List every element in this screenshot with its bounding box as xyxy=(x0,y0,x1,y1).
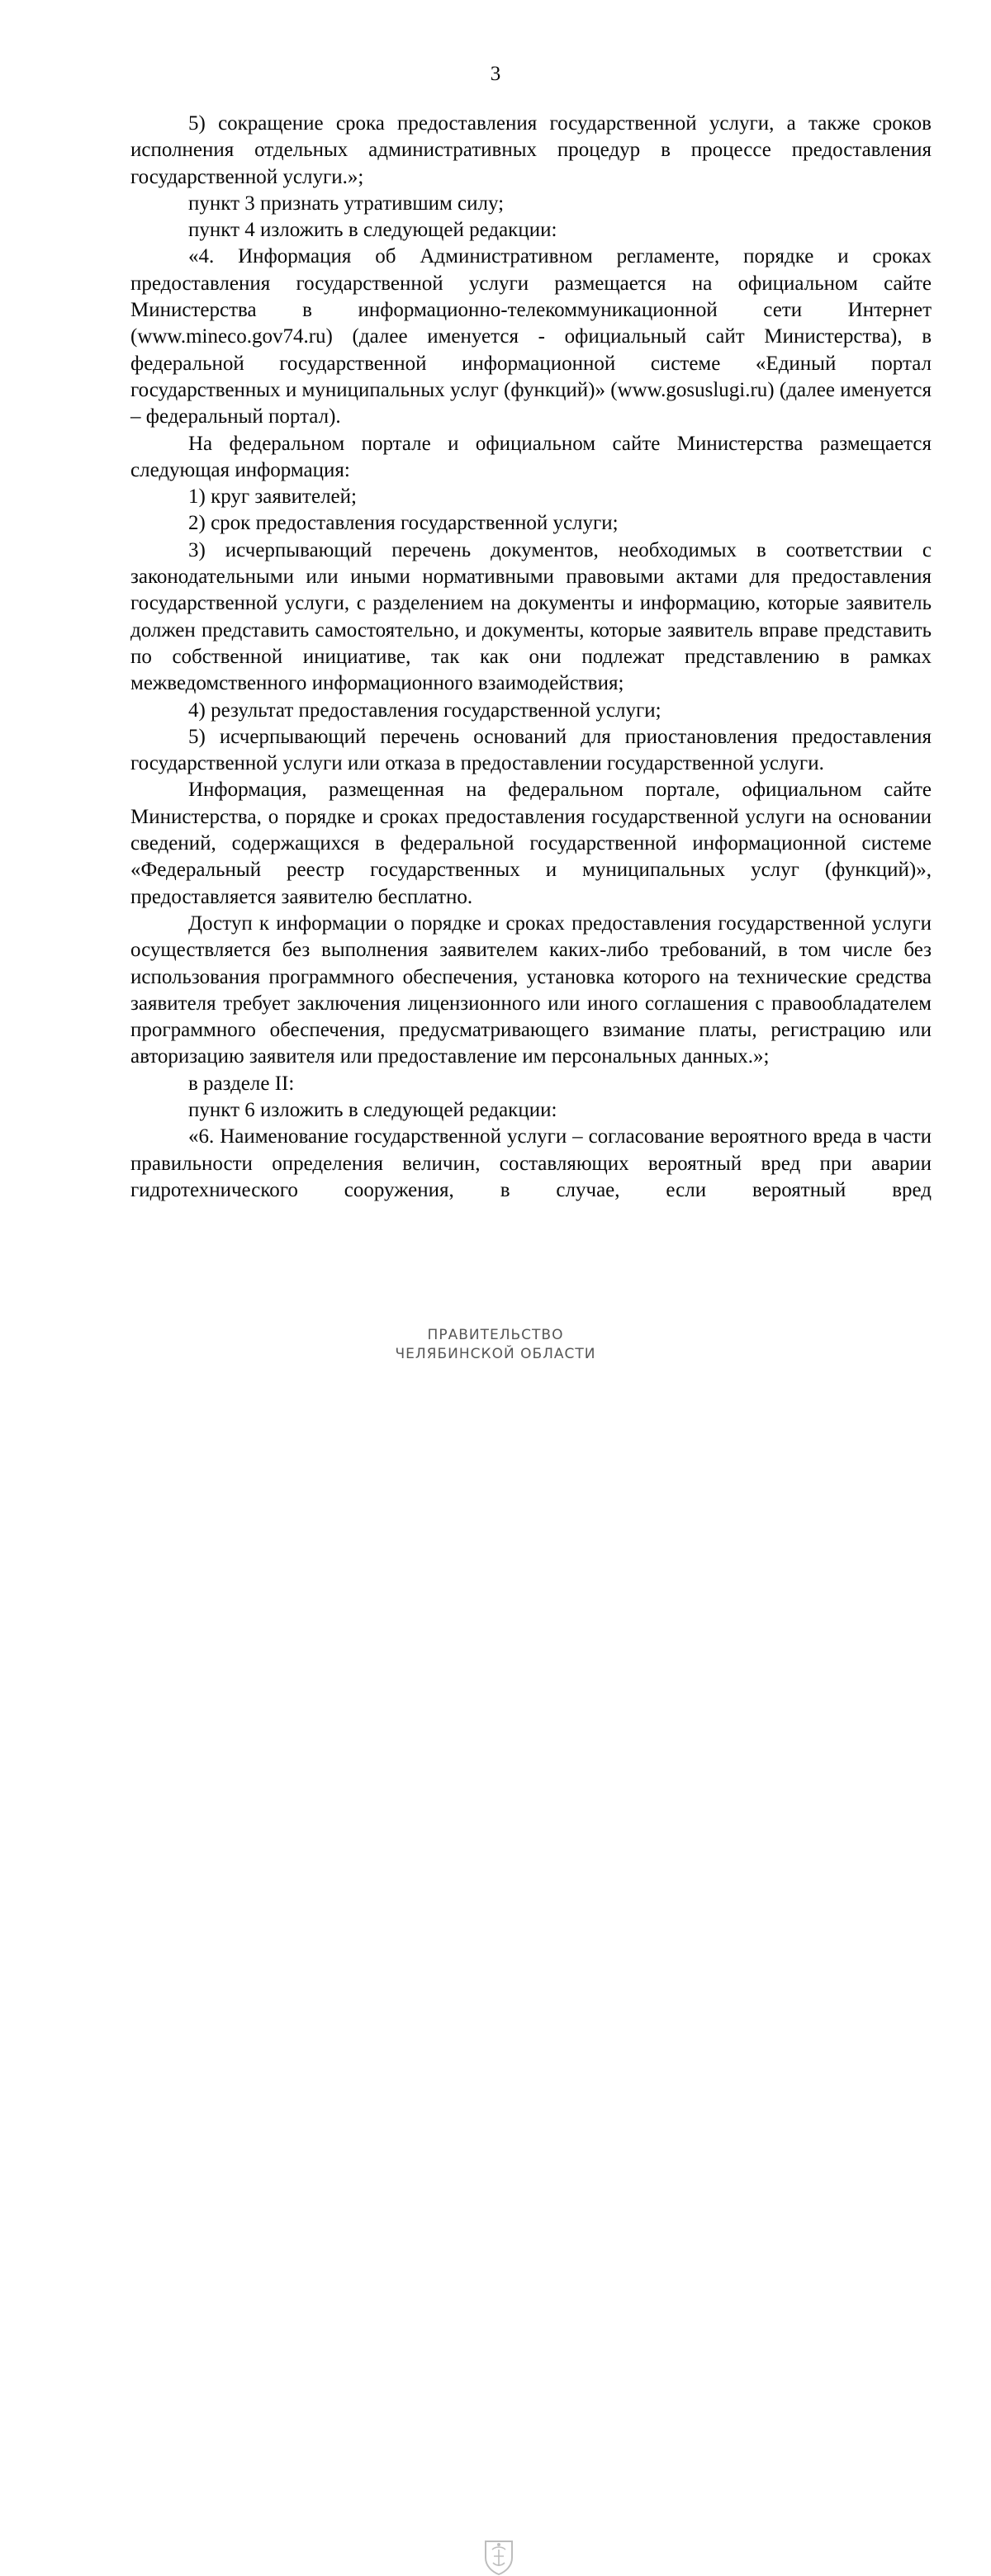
paragraph-free-info: Информация, размещенная на федеральном портале, официальном сайте Министерства, о порядке и сроках предоставления государственной услуги на основании сведений, содержащихся в федеральной государственной информационной системе «Федеральный реестр государственных и муниципальных услуг (функций)», предоставляется заявителю бесплатно. xyxy=(130,779,932,908)
list-item-1: 1) круг заявителей; xyxy=(188,485,357,509)
paragraph-clause-6-text: «6. Наименование государственной услуги – согласование вероятного вреда в части правильности определения величин, составляющих вероятный вред при аварии гидротехнического сооружения, в случае, если вероятный вред xyxy=(130,1125,932,1201)
list-item-2: 2) срок предоставления государственной услуги; xyxy=(188,512,619,535)
paragraph-clause-3-void: пункт 3 признать утратившим силу; xyxy=(188,192,505,215)
list-item-5: 5) исчерпывающий перечень оснований для приостановления предоставления государственной услуги или отказа в предоставлении государственной услуги. xyxy=(130,725,932,775)
list-item-3: 3) исчерпывающий перечень документов, необходимых в соответствии с законодательными или иными нормативными правовыми актами для предоставления государственной услуги, с разделением на документы и информацию, которые заявитель должен представить самостоятельно, и документы, которые заявитель вправе представить по собственной инициативе, так как они подлежат представлению в рамках межведомственного информационного взаимодействия; xyxy=(130,538,932,695)
government-stamp xyxy=(0,1276,991,1364)
paragraph-clause-4-text: «4. Информация об Административном регламенте, порядке и сроках предоставления государственной услуги размещается на официальном сайте Министерства в информационно-телекоммуникационной сети Интернет (www.mineco.gov74.ru) (далее именуется - официальный сайт Министерства), в федеральной государственной информационной системе «Единый портал государственных и муниципальных услуг (функций)» (www.gosuslugi.ru) (далее именуется – федеральный портал). xyxy=(130,245,932,429)
paragraph-clause-4-intro: пункт 4 изложить в следующей редакции: xyxy=(188,219,557,242)
paragraph-clause-6-intro: пункт 6 изложить в следующей редакции: xyxy=(188,1098,557,1121)
paragraph-access: Доступ к информации о порядке и сроках предоставления государственной услуги осуществляется без выполнения заявителем каких-либо требований, в том числе без использования программного обеспечения, установка которого на технические средства заявителя требует заключения лицензионного или иного соглашения с правообладателем программного обеспечения, предусматривающего взимание платы, регистрацию или авторизацию заявителя или предоставление им персональных данных.»; xyxy=(130,912,932,1068)
paragraph-info-intro: На федеральном портале и официальном сайте Министерства размещается следующая информация: xyxy=(130,432,932,481)
stamp-line-2: ЧЕЛЯБИНСКОЙ ОБЛАСТИ xyxy=(395,1346,596,1362)
coat-of-arms-icon xyxy=(482,2538,515,2576)
page-number: 3 xyxy=(490,63,501,85)
document-body xyxy=(130,111,932,1204)
paragraph-item-5-reduction: 5) сокращение срока предоставления государственной услуги, а также сроков исполнения отдельных административных процедур в процессе предоставления государственной услуги.»; xyxy=(130,112,932,188)
list-item-4: 4) результат предоставления государственной услуги; xyxy=(188,698,661,722)
paragraph-section-2: в разделе II: xyxy=(188,1072,295,1095)
stamp-line-1: ПРАВИТЕЛЬСТВО xyxy=(427,1327,564,1343)
